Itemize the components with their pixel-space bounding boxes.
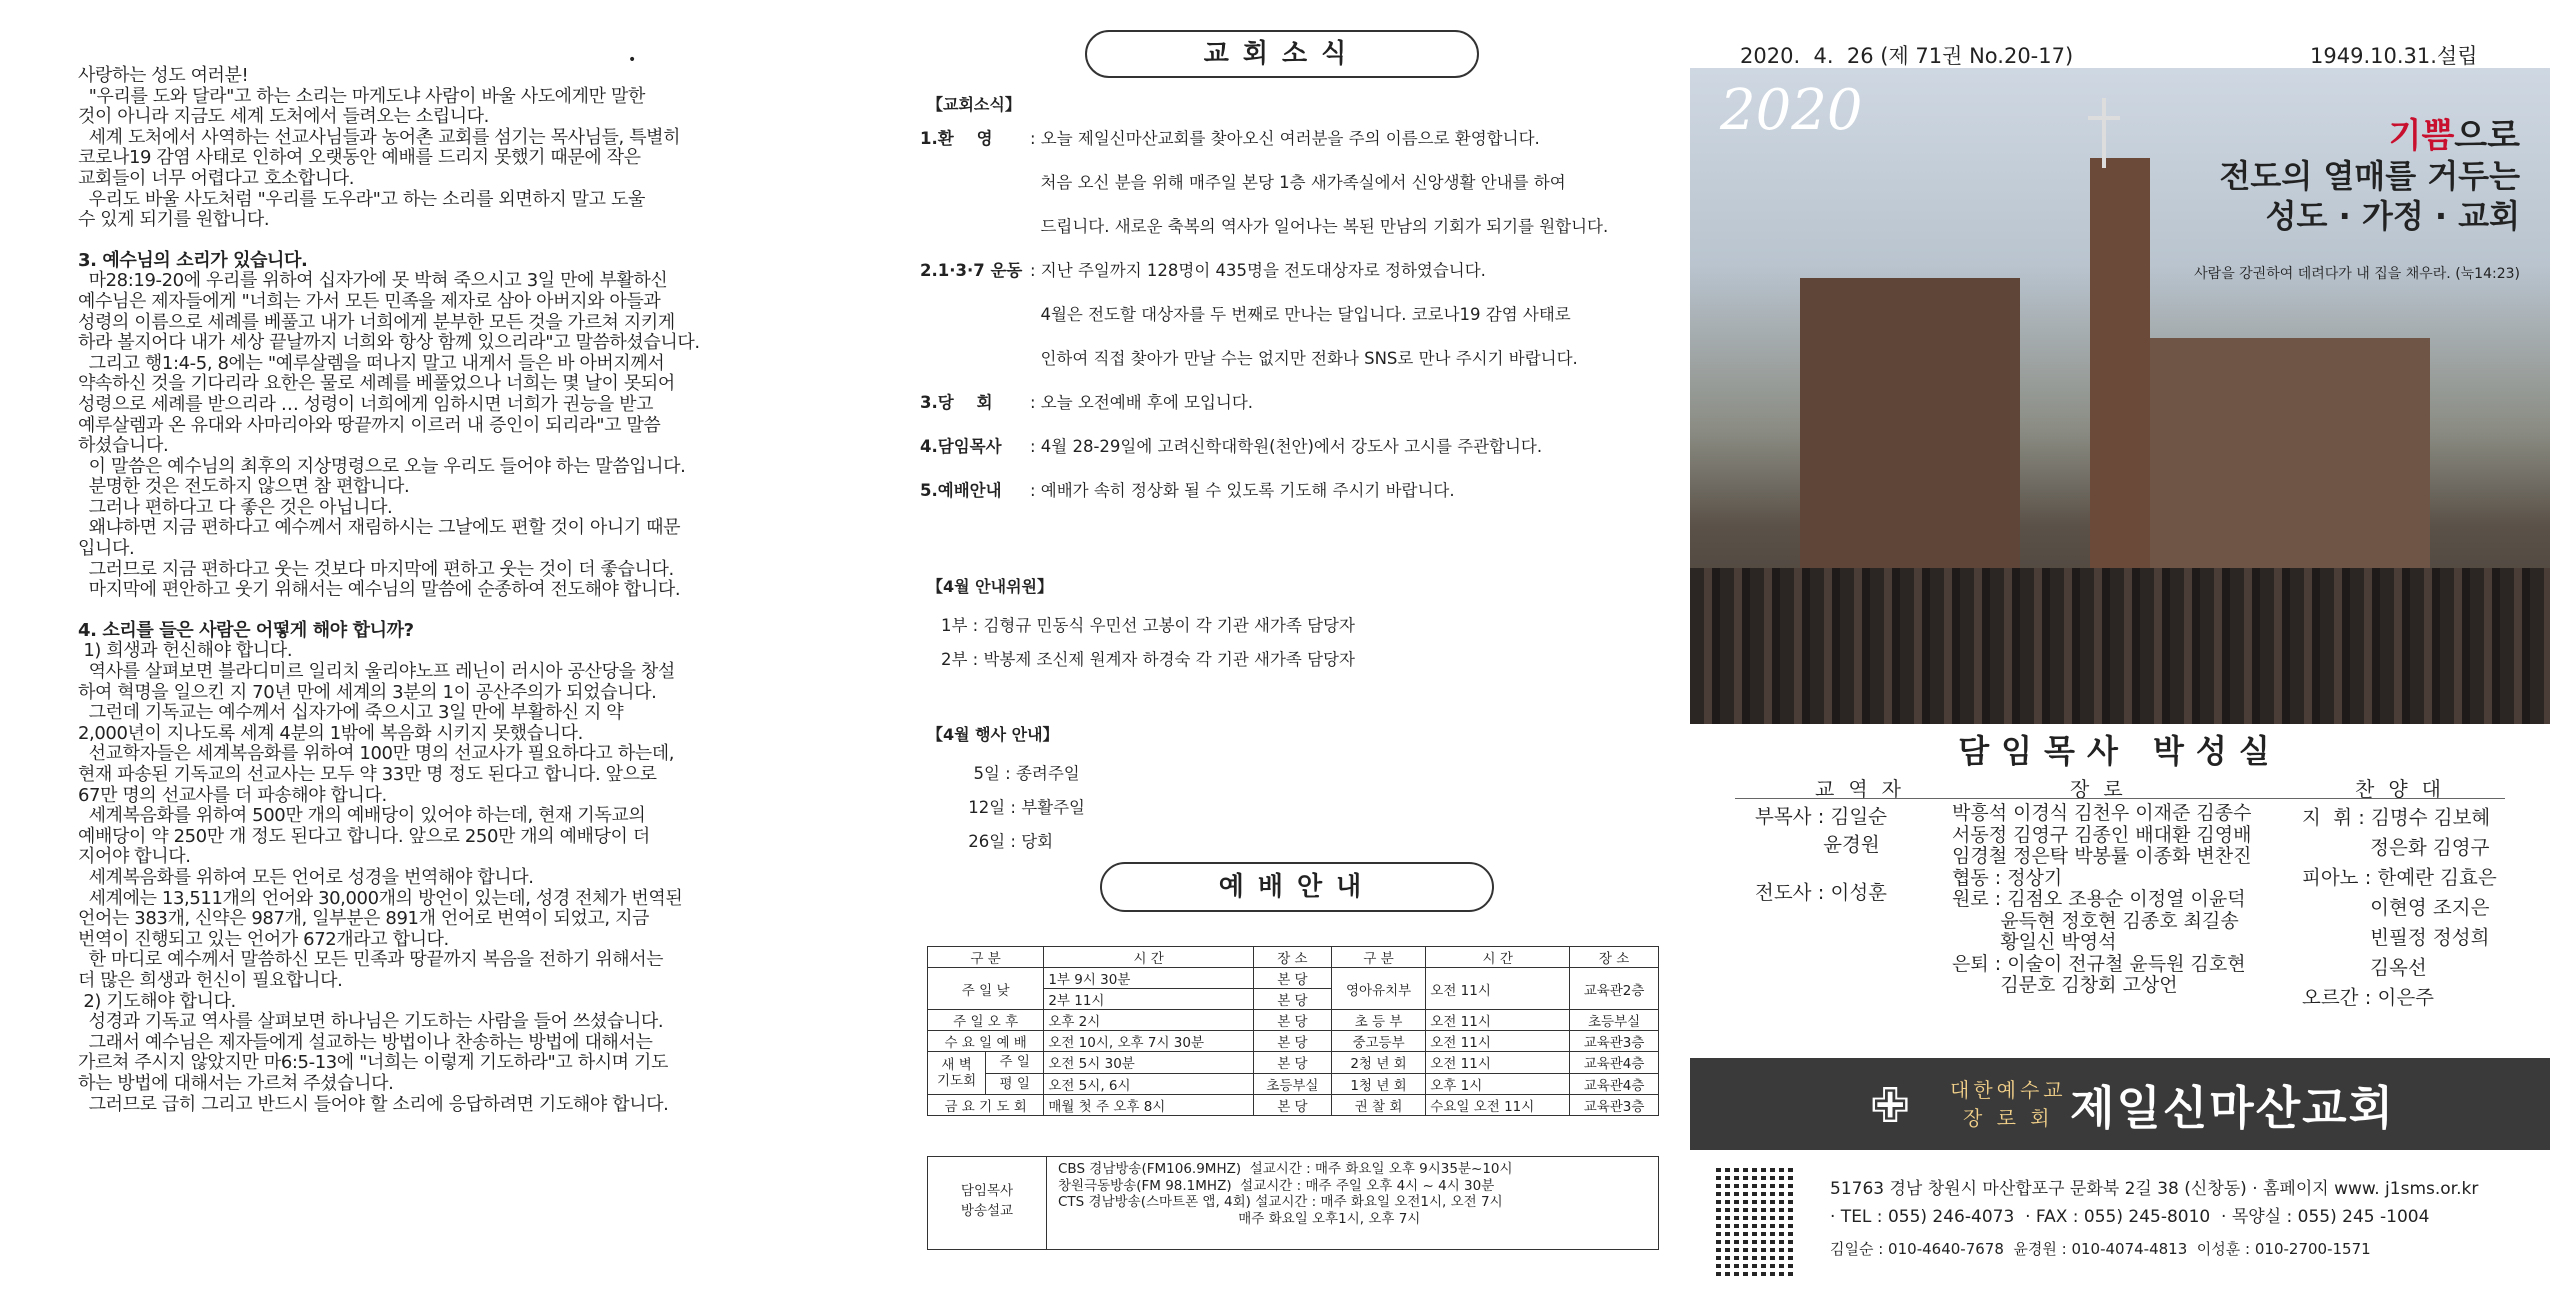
staff-line: 지 휘 : 김명수 김보혜 xyxy=(2302,806,2491,829)
news-item-text: : 예배가 속히 정상화 될 수 있도록 기도해 주시기 바랍니다. xyxy=(1030,481,1455,500)
staff-line: 부목사 : 김일순 xyxy=(1755,805,1887,828)
sermon-line: 성경과 기독교 역사를 살펴보면 하나님은 기도하는 사람을 들어 쓰셨습니다. xyxy=(78,1011,664,1033)
cover-slogan: 기쁨으로 전도의 열매를 거두는 성도 · 가정 · 교회 xyxy=(2219,116,2520,235)
cover-year: 2020 xyxy=(1720,78,1863,143)
news-item-text: 인하여 직접 찾아가 만날 수는 없지만 전화나 SNS로 만나 주시기 바랍니다. xyxy=(1030,349,1578,368)
sermon-line: 것이 아니라 지금도 세계 도처에서 들려오는 소립니다. xyxy=(78,106,489,128)
event-row-2: 12일 : 부활주일 xyxy=(963,798,1085,817)
table-cell: 오전 11시 xyxy=(1426,1010,1570,1031)
sermon-line: 세계복음화를 위하여 모든 언어로 성경을 번역해야 합니다. xyxy=(78,866,534,888)
sermon-line: 수 있게 되기를 원합니다. xyxy=(78,209,270,231)
elders-list xyxy=(1952,803,2251,997)
sermon-line: 우리도 바울 사도처럼 "우리를 도우라"고 하는 소리를 외면하지 말고 도울 xyxy=(78,188,645,210)
sermon-line: 사랑하는 성도 여러분! xyxy=(78,65,249,86)
header-cell: 장 소 xyxy=(1570,947,1659,968)
staff-line: 박흥석 이경식 김천우 이재준 김종수 xyxy=(1952,802,2252,824)
issue-date: 2020. 4. 26 (제 71권 No.20-17) xyxy=(1740,44,2074,68)
church-banner xyxy=(1690,1058,2550,1150)
sermon-gap xyxy=(78,231,838,251)
news-item-label: 5.예배안내 xyxy=(920,481,1002,500)
denomination: 대한예수교 장 로 회 xyxy=(1950,1078,2067,1130)
header-cell: 구 분 xyxy=(928,947,1044,968)
staff-line: 김문호 김창회 고상언 xyxy=(1952,974,2178,996)
staff-line: 임경철 정은탁 박봉률 이종화 변찬진 xyxy=(1952,845,2252,867)
table-cell: 교육관3층 xyxy=(1570,1031,1659,1052)
sermon-line: 성령으로 세례를 받으리라 … 성령이 너희에게 임하시면 너희가 권능을 받고 xyxy=(78,393,654,415)
sermon-line: 예배당이 약 250만 개 정도 된다고 합니다. 앞으로 250만 개의 예배당이 더 xyxy=(78,825,650,847)
header-cell: 장 소 xyxy=(1253,947,1331,968)
table-cell: 본 당 xyxy=(1253,1095,1331,1116)
news-item-text: : 오늘 제일신마산교회를 찾아오신 여러분을 주의 이름으로 환영합니다. xyxy=(1030,129,1540,148)
sermon-line: 입니다. xyxy=(78,538,135,560)
prayer-label: 기도회 xyxy=(937,1073,977,1089)
cover-verse: 사람을 강권하여 데려다가 내 집을 채우라. (눅14:23) xyxy=(2194,266,2520,282)
event-row-3: 26일 : 당회 xyxy=(963,832,1054,851)
header-cell: 시 간 xyxy=(1426,947,1570,968)
broadcast-lines: CBS 경남방송(FM106.9MHZ) 설교시간 : 매주 화요일 오후 9시35분~10시 창원극동방송(FM 98.1MHZ) 설교시간 : 매주 주일 오후 4시 ~ 4시 30분 CTS 경남방송(스마트폰 앱, 4회) 설교시간 : 매주 화요일 오전1시, 오전 7시 매주 화요일 오후1시, 오후 7시 xyxy=(1058,1161,1513,1227)
news-item-label: 4.담임목사 xyxy=(920,437,1002,456)
table-cell: 본 당 xyxy=(1253,989,1331,1010)
address: 51763 경남 창원시 마산합포구 문화북 2길 38 (신창동) · 홈페이지 www. j1sms.or.kr xyxy=(1830,1179,2479,1199)
table-cell: 오후 2시 xyxy=(1044,1010,1254,1031)
worship-table xyxy=(927,946,1659,1116)
sermon-heading: 4. 소리를 들은 사람은 어떻게 해야 합니까? xyxy=(78,619,414,641)
choir-heading: 찬양대 xyxy=(2355,777,2455,801)
table-row xyxy=(928,1010,1659,1031)
news-item-text: : 오늘 오전예배 후에 모입니다. xyxy=(1030,393,1254,412)
table-cell: 수요일 오전 11시 xyxy=(1426,1095,1570,1116)
table-cell: 금 요 기 도 회 xyxy=(928,1095,1044,1116)
sermon-line: 세계에는 13,511개의 언어와 30,000개의 방언이 있는데, 성경 전체가 번역된 xyxy=(78,887,683,909)
news-section-label: 【교회소식】 xyxy=(927,95,1021,114)
guide-label: 【4월 안내위원】 xyxy=(927,577,1053,596)
table-row xyxy=(928,1052,1659,1074)
staff-divider xyxy=(1735,798,2505,799)
table-cell: 영아유치부 xyxy=(1331,968,1425,1010)
table-cell: 1부 9시 30분 xyxy=(1044,968,1254,989)
news-column xyxy=(905,0,1685,1301)
sermon-line: 코로나19 감염 사태로 인하여 오랫동안 예배를 드리지 못했기 때문에 작은 xyxy=(78,147,641,169)
sermon-column xyxy=(0,0,905,1301)
table-cell: 본 당 xyxy=(1253,968,1331,989)
table-cell: 본 당 xyxy=(1253,1031,1331,1052)
table-cell: 초등부실 xyxy=(1570,1010,1659,1031)
sermon-line: 한 마디로 예수께서 말씀하신 모든 민족과 땅끝까지 복음을 전하기 위해서는 xyxy=(78,949,664,971)
sermon-line: 선교학자들은 세계복음화를 위하여 100만 명의 선교사가 필요하다고 하는데, xyxy=(78,743,675,765)
staff-line: 피아노 : 한예란 김효은 xyxy=(2302,866,2497,889)
staff-line: 협동 : 정상기 xyxy=(1952,866,2063,889)
news-item-text: 드립니다. 새로운 축복의 역사가 일어나는 복된 만남의 기회가 되기를 원합니다. xyxy=(1030,217,1609,236)
sermon-line: 하셨습니다. xyxy=(78,435,169,457)
table-cell xyxy=(928,1052,1044,1095)
choir-list xyxy=(2302,803,2497,1013)
church-name: 제일신마산교회 xyxy=(2070,1081,2396,1135)
sermon-line: 지어야 합니다. xyxy=(78,846,191,868)
table-cell: 2부 11시 xyxy=(1044,989,1254,1010)
guide-row-1: 1부 : 김형규 민동식 우민선 고봉이 각 기관 새가족 담당자 xyxy=(941,616,1355,635)
table-cell: 본 당 xyxy=(1253,1010,1331,1031)
table-cell: 교육관2층 xyxy=(1570,968,1659,1010)
table-cell: 오전 11시 xyxy=(1426,1031,1570,1052)
sermon-line: 예수님은 제자들에게 "너희는 가서 모든 민족을 제자로 삼아 아버지와 아들과 xyxy=(78,290,661,312)
sermon-line: 가르쳐 주시지 않았지만 마6:5-13에 "너희는 이렇게 기도하라"고 하시며 기도 xyxy=(78,1052,668,1074)
news-item-label: 3.당 회 xyxy=(920,393,993,412)
sermon-line: 예루살렘과 온 유대와 사마리아와 땅끝까지 이르러 내 증인이 되리라"고 말씀 xyxy=(78,414,661,436)
staff-line: 황일신 박영석 xyxy=(1952,931,2117,953)
dawn-label: 새 벽 xyxy=(941,1057,972,1073)
sermon-line: 그리고 행1:4-5, 8에는 "예루살렘을 떠나지 말고 내게서 들은 바 아버지께서 xyxy=(78,352,665,374)
sermon-line: 2) 기도해야 합니다. xyxy=(78,990,236,1012)
sermon-line: 언어는 383개, 신약은 987개, 일부분은 891개 언어로 번역이 되었고, 지금 xyxy=(78,908,650,930)
table-cell: 교육관4층 xyxy=(1570,1052,1659,1074)
table-cell: 오전 5시 30분 xyxy=(1044,1052,1254,1074)
news-item-label: 1.환 영 xyxy=(920,129,993,148)
staff-line: 빈필정 정성희 xyxy=(2302,926,2490,949)
table-header xyxy=(928,947,1659,968)
founded-date: 1949.10.31.설립 xyxy=(2310,44,2478,68)
sermon-line: 교회들이 너무 어렵다고 호소합니다. xyxy=(78,167,355,189)
news-item-text: : 지난 주일까지 128명이 435명을 전도대상자로 정하였습니다. xyxy=(1030,261,1486,280)
table-cell: 교육관4층 xyxy=(1570,1073,1659,1095)
pastor-title: 담임목사 박성실 xyxy=(1958,732,2282,770)
table-cell: 오전 11시 xyxy=(1426,968,1570,1010)
sermon-line: 번역이 진행되고 있는 언어가 672개라고 합니다. xyxy=(78,928,449,950)
staff-line: 윤득현 정호현 김종호 최길송 xyxy=(1952,909,2239,932)
news-item-label: 2.1·3·7 운동 xyxy=(920,261,1023,280)
elders-heading: 장로 xyxy=(2070,777,2137,801)
ministers-heading: 교역자 xyxy=(1815,777,1915,801)
mobiles: 김일순 : 010-4640-7678 윤경원 : 010-4074-4813 이성훈 : 010-2700-1571 xyxy=(1830,1240,2371,1258)
table-cell: 오전 5시, 6시 xyxy=(1044,1073,1254,1095)
news-item-text: : 4월 28-29일에 고려신학대학원(천안)에서 강도사 고시를 주관합니다. xyxy=(1030,437,1543,456)
sermon-line: 하여 혁명을 일으킨 지 70년 만에 세계의 3분의 1이 공산주의가 되었습니다. xyxy=(78,681,657,703)
guide-row-2: 2부 : 박봉제 조신제 원계자 하경숙 각 기관 새가족 담당자 xyxy=(941,650,1355,669)
table-cell: 오전 11시 xyxy=(1426,1052,1570,1074)
staff-line xyxy=(1755,859,1887,879)
table-cell: 오전 10시, 오후 7시 30분 xyxy=(1044,1031,1254,1052)
table-cell: 초 등 부 xyxy=(1331,1010,1425,1031)
table-cell: 초등부실 xyxy=(1253,1073,1331,1095)
sermon-line: 이 말씀은 예수님의 최후의 지상명령으로 오늘 우리도 들어야 하는 말씀입니다. xyxy=(78,455,686,477)
broadcast-box xyxy=(927,1156,1659,1250)
ministers-list xyxy=(1755,803,1887,907)
sermon-heading: 3. 예수님의 소리가 있습니다. xyxy=(78,249,308,271)
cover-photo xyxy=(1690,68,2550,724)
staff-line: 윤경원 xyxy=(1755,833,1880,856)
table-cell: 교육관3층 xyxy=(1570,1095,1659,1116)
table-row xyxy=(928,1031,1659,1052)
phones: · TEL : 055) 246-4073 · FAX : 055) 245-8010 · 목양실 : 055) 245 -1004 xyxy=(1830,1207,2430,1227)
table-cell: 수 요 일 예 배 xyxy=(928,1031,1044,1052)
sermon-line: 세계복음화를 위하여 500만 개의 예배당이 있어야 하는데, 현재 기독교의 xyxy=(78,805,646,827)
sermon-text xyxy=(78,66,838,1115)
sermon-line: 현재 파송된 기독교의 선교사는 모두 약 33만 명 정도 된다고 합니다. 앞으로 xyxy=(78,764,657,785)
table-row xyxy=(928,968,1659,989)
worship-title: 예배안내 xyxy=(1100,862,1494,912)
sermon-line: 왜냐하면 지금 편하다고 예수께서 재림하시는 그날에도 편할 것이 아니기 때문 xyxy=(78,517,681,539)
sermon-line: 그래서 예수님은 제자들에게 설교하는 방법이나 찬송하는 방법에 대해서는 xyxy=(78,1031,653,1053)
events-label: 【4월 행사 안내】 xyxy=(927,725,1059,744)
table-cell: 오후 1시 xyxy=(1426,1073,1570,1095)
staff-line: 전도사 : 이성훈 xyxy=(1755,880,1887,904)
staff-line: 은퇴 : 이술이 전규철 윤득원 김호현 xyxy=(1952,952,2246,975)
sermon-line: 그런데 기독교는 예수께서 십자가에 죽으시고 3일 만에 부활하신 지 약 xyxy=(78,702,624,724)
church-logo-icon: ✙ xyxy=(1870,1078,1911,1134)
sermon-line: 성령의 이름으로 세례를 베풀고 내가 너희에게 분부한 모든 것을 가르쳐 지키게 xyxy=(78,311,675,333)
table-cell: 2청 년 회 xyxy=(1331,1052,1425,1074)
table-cell: 주 일 오 후 xyxy=(928,1010,1044,1031)
sermon-line: 하라 볼지어다 내가 세상 끝날까지 너희와 항상 함께 있으리라"고 말씀하셨습니다. xyxy=(78,332,700,354)
sunday-label: 주 일 xyxy=(986,1052,1043,1074)
table-cell: 중고등부 xyxy=(1331,1031,1425,1052)
staff-line: 서동정 김영구 김종인 배대환 김영배 xyxy=(1952,823,2252,846)
sermon-line: 더 많은 희생과 헌신이 필요합니다. xyxy=(78,969,343,991)
header-cell: 구 분 xyxy=(1331,947,1425,968)
table-cell: 1청 년 회 xyxy=(1331,1073,1425,1095)
table-cell: 본 당 xyxy=(1253,1052,1331,1074)
sermon-line: 그러나 편하다고 다 좋은 것은 아닙니다. xyxy=(78,496,393,518)
staff-line: 오르간 : 이은주 xyxy=(2302,986,2434,1009)
news-title: 교회소식 xyxy=(1085,30,1479,78)
sermon-line: 그러므로 지금 편하다고 웃는 것보다 마지막에 편하고 웃는 것이 더 좋습니다. xyxy=(78,558,674,580)
sermon-line: 마지막에 편안하고 웃기 위해서는 예수님의 말씀에 순종하여 전도해야 합니다. xyxy=(78,579,681,601)
sermon-line: 2,000년이 지나도록 세계 4분의 1밖에 복음화 시키지 못했습니다. xyxy=(78,722,583,744)
table-cell: 주 일 낮 xyxy=(928,968,1044,1010)
fold-mark: • xyxy=(628,52,637,68)
table-row xyxy=(928,1095,1659,1116)
broadcast-label: 담임목사 방송설교 xyxy=(928,1157,1047,1249)
header-cell: 시 간 xyxy=(1044,947,1254,968)
staff-line: 이현영 조지은 xyxy=(2302,896,2490,919)
sermon-line: 67만 명의 선교사를 더 파송해야 합니다. xyxy=(78,784,387,806)
table-cell: 권 찰 회 xyxy=(1331,1095,1425,1116)
sermon-line: 하는 방법에 대해서는 가르쳐 주셨습니다. xyxy=(78,1072,394,1094)
sermon-line: 1) 희생과 헌신해야 합니다. xyxy=(78,640,293,662)
sermon-line: 약속하신 것을 기다리라 요한은 물로 세례를 베풀었으나 너희는 몇 날이 못되어 xyxy=(78,373,675,395)
sermon-line: "우리를 도와 달라"고 하는 소리는 마게도냐 사람이 바울 사도에게만 말한 xyxy=(78,85,645,107)
sermon-line: 역사를 살펴보면 블라디미르 일리치 울리야노프 레닌이 러시아 공산당을 창설 xyxy=(78,661,675,683)
news-item-text: 처음 오신 분을 위해 매주일 본당 1층 새가족실에서 신앙생활 안내를 하여 xyxy=(1030,173,1566,192)
sermon-gap xyxy=(78,601,838,621)
staff-line: 원로 : 김점오 조용순 이정열 이윤덕 xyxy=(1952,888,2246,910)
staff-line: 김옥선 xyxy=(2302,956,2427,979)
weekday-label: 평 일 xyxy=(999,1076,1030,1092)
news-item-text: 4월은 전도할 대상자를 두 번째로 만나는 달입니다. 코로나19 감염 사태로 xyxy=(1030,305,1571,324)
sermon-line: 그러므로 급히 그리고 반드시 들어야 할 소리에 응답하려면 기도해야 합니다. xyxy=(78,1093,669,1115)
sermon-line: 마28:19-20에 우리를 위하여 십자가에 못 박혀 죽으시고 3일 만에 부활하신 xyxy=(78,270,668,292)
sermon-line: 세계 도처에서 사역하는 선교사님들과 농어촌 교회를 섬기는 목사님들, 특별히 xyxy=(78,126,681,148)
table-cell: 매월 첫 주 오후 8시 xyxy=(1044,1095,1254,1116)
sermon-line: 분명한 것은 전도하지 않으면 참 편합니다. xyxy=(78,476,410,498)
staff-line: 정은화 김영구 xyxy=(2302,836,2490,859)
event-row-1: 5일 : 종려주일 xyxy=(963,764,1080,783)
